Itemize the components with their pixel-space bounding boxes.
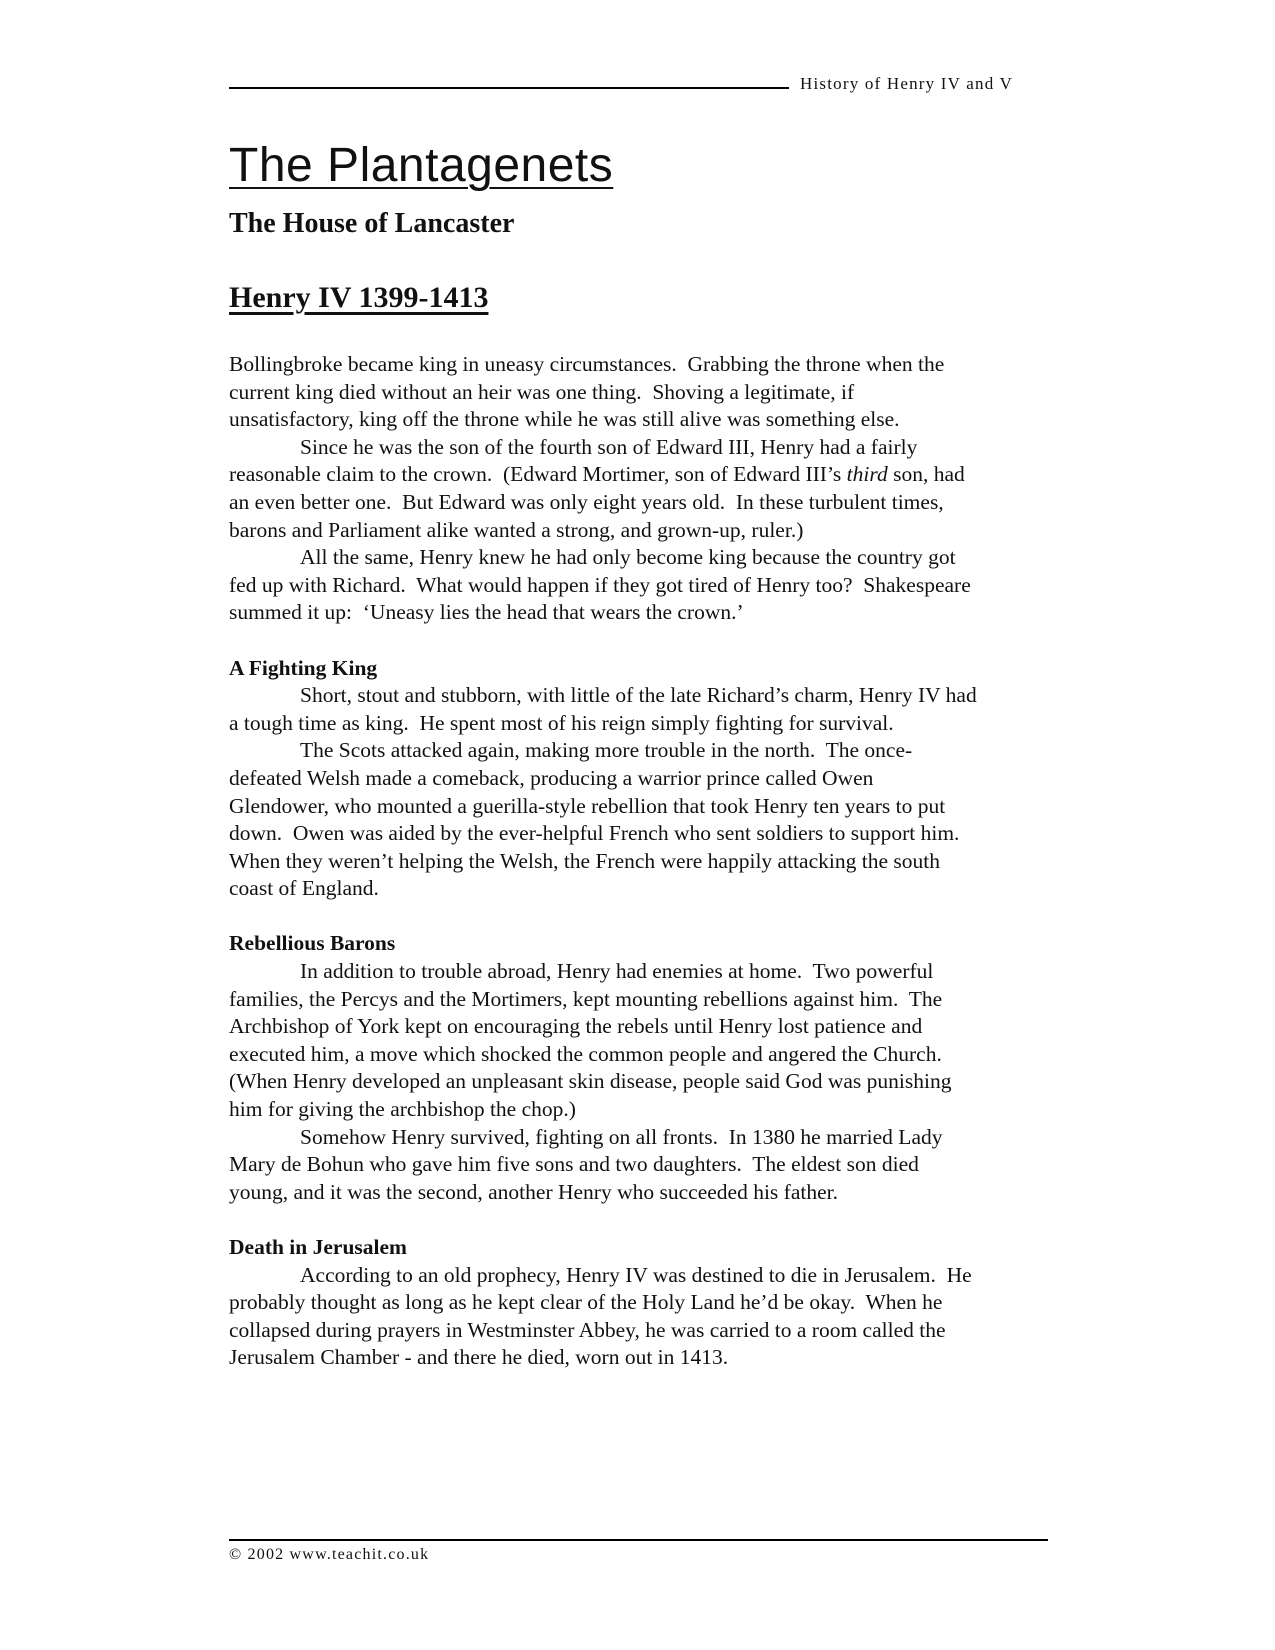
text-line: coast of England. — [229, 876, 379, 901]
text-line-mixed — [229, 461, 1059, 489]
subheading-death-in-jerusalem: Death in Jerusalem — [229, 1235, 407, 1259]
text-line: barons and Parliament alike wanted a strong, and grown-up, ruler.) — [229, 517, 804, 542]
text-line: Since he was the son of the fourth son of Edward III, Henry had a fairly — [300, 434, 918, 459]
text-line: unsatisfactory, king off the throne while he was still alive was something else. — [229, 407, 900, 432]
text-line: According to an old prophecy, Henry IV was destined to die in Jerusalem. He — [300, 1262, 972, 1287]
text-line: young, and it was the second, another Henry who succeeded his father. — [229, 1179, 838, 1204]
subheading-rebellious-barons: Rebellious Barons — [229, 931, 396, 956]
text-line: All the same, Henry knew he had only become king because the country got — [300, 545, 956, 570]
text-line: The Scots attacked again, making more trouble in the north. The once- — [300, 738, 913, 763]
text-line: an even better one. But Edward was only eight years old. In these turbulent times, — [229, 489, 944, 514]
italic-run: third — [846, 462, 888, 487]
text-line: (When Henry developed an unpleasant skin disease, people said God was punishing — [229, 1069, 952, 1094]
text-line: down. Owen was aided by the ever-helpful French who sent soldiers to support him. — [229, 821, 960, 846]
running-header: History of Henry IV and V — [800, 74, 1014, 93]
text-line: Jerusalem Chamber - and there he died, worn out in 1413. — [229, 1345, 729, 1370]
text-line: Bollingbroke became king in uneasy circumstances. Grabbing the throne when the — [229, 352, 945, 376]
text-line: In addition to trouble abroad, Henry had enemies at home. Two powerful — [300, 959, 934, 984]
page-subtitle: The House of Lancaster — [229, 208, 515, 239]
text-line: probably thought as long as he kept clear of the Holy Land he’d be okay. When he — [229, 1290, 943, 1315]
text-line: a tough time as king. He spent most of his reign simply fighting for survival. — [229, 710, 894, 735]
footer-rule — [229, 1539, 1048, 1541]
text-line: Archbishop of York kept on encouraging the rebels until Henry lost patience and — [229, 1014, 923, 1039]
header-rule — [229, 87, 789, 89]
text-line: When they weren’t helping the Welsh, the French were happily attacking the south — [229, 848, 940, 873]
section-heading: Henry IV 1399-1413 — [229, 281, 489, 314]
text-line: defeated Welsh made a comeback, producing a warrior prince called Owen — [229, 765, 874, 790]
page-title: The Plantagenets — [229, 139, 614, 192]
paragraph-gap — [229, 903, 1059, 931]
text-line: Glendower, who mounted a guerilla-style rebellion that took Henry ten years to put — [229, 793, 946, 818]
subheading-fighting-king: A Fighting King — [229, 655, 378, 680]
text-line: current king died without an heir was one thing. Shoving a legitimate, if — [229, 379, 855, 404]
text-line: Somehow Henry survived, fighting on all fronts. In 1380 he married Lady — [300, 1124, 943, 1149]
text-run: son, had — [887, 462, 965, 487]
text-line: summed it up: ‘Uneasy lies the head that wears the crown.’ — [229, 600, 744, 625]
text-run: reasonable claim to the crown. (Edward Mortimer, son of Edward III’s — [229, 462, 847, 487]
text-line: fed up with Richard. What would happen if they got tired of Henry too? Shakespeare — [229, 572, 971, 597]
paragraph-gap — [229, 627, 1059, 655]
text-line: collapsed during prayers in Westminster Abbey, he was carried to a room called the — [229, 1317, 946, 1342]
body-text — [229, 351, 1059, 1372]
footer-copyright: © 2002 www.teachit.co.uk — [229, 1546, 430, 1563]
text-line: him for giving the archbishop the chop.) — [229, 1097, 576, 1122]
paragraph-gap — [229, 1206, 1059, 1234]
text-line: executed him, a move which shocked the common people and angered the Church. — [229, 1041, 942, 1066]
text-line: Short, stout and stubborn, with little of the late Richard’s charm, Henry IV had — [300, 683, 977, 708]
text-line: families, the Percys and the Mortimers, kept mounting rebellions against him. The — [229, 986, 943, 1011]
text-line: Mary de Bohun who gave him five sons and two daughters. The eldest son died — [229, 1152, 919, 1177]
